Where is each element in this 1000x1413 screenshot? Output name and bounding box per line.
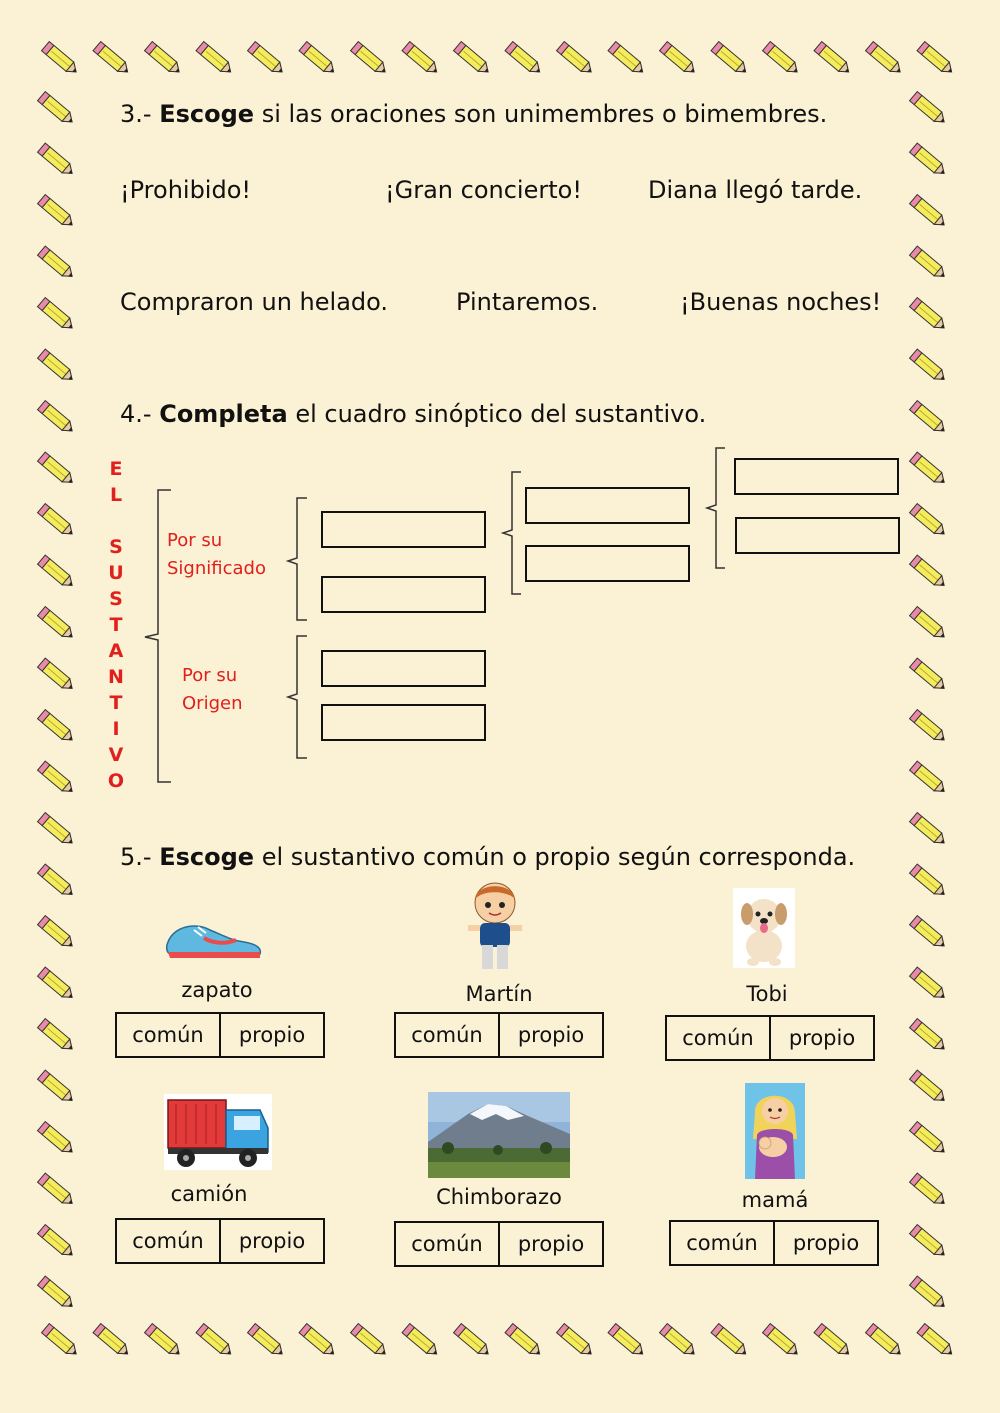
option-comun[interactable]: común [132, 1229, 204, 1253]
title-letter: U [108, 562, 124, 584]
title-letter: I [112, 718, 120, 740]
answer-box[interactable] [321, 576, 486, 613]
sentence-2[interactable]: ¡Gran concierto! [385, 176, 582, 204]
answer-box[interactable] [525, 545, 690, 582]
noun-mama: mamá [741, 1188, 809, 1212]
option-comun[interactable]: común [682, 1026, 754, 1050]
option-propio[interactable]: propio [219, 1220, 323, 1262]
noun-chimborazo: Chimborazo [436, 1185, 562, 1209]
sentence-5[interactable]: Pintaremos. [456, 288, 599, 316]
noun-tobi: Tobi [746, 982, 788, 1006]
mountain-picture [428, 1092, 570, 1178]
title-letter: E [109, 458, 123, 480]
choice-mama [669, 1220, 879, 1266]
answer-box[interactable] [321, 650, 486, 687]
title-letter: V [108, 744, 124, 766]
choice-tobi [665, 1015, 875, 1061]
title-letter: S [109, 588, 123, 610]
section5-heading: 5.- Escoge el sustantivo común o propio según corresponda. [120, 843, 856, 871]
title-letter: O [107, 770, 125, 792]
title-letter: T [109, 692, 123, 714]
sentence-6[interactable]: ¡Buenas noches! [680, 288, 882, 316]
title-letter: S [109, 536, 123, 558]
branch-origen: Por su Origen [182, 665, 243, 714]
option-propio[interactable]: propio [219, 1014, 323, 1056]
title-letter: T [109, 614, 123, 636]
answer-box[interactable] [321, 704, 486, 741]
section3-heading: 3.- Escoge si las oraciones son unimembres o bimembres. [120, 100, 828, 128]
truck-picture [164, 1094, 272, 1170]
option-propio[interactable]: propio [498, 1014, 602, 1056]
option-comun[interactable]: común [132, 1023, 204, 1047]
option-propio[interactable]: propio [498, 1223, 602, 1265]
section4-heading: 4.- Completa el cuadro sinóptico del sustantivo. [120, 400, 707, 428]
title-letter: L [109, 484, 123, 506]
option-propio[interactable]: propio [773, 1222, 877, 1264]
choice-martin [394, 1012, 604, 1058]
choice-chimborazo [394, 1221, 604, 1267]
answer-box[interactable] [735, 517, 900, 554]
boy-picture [462, 877, 528, 975]
choice-camion [115, 1218, 325, 1264]
option-comun[interactable]: común [411, 1023, 483, 1047]
answer-box[interactable] [525, 487, 690, 524]
answer-box[interactable] [734, 458, 899, 495]
mom-picture [745, 1083, 805, 1179]
noun-martin: Martín [465, 982, 533, 1006]
sentence-3[interactable]: Diana llegó tarde. [648, 176, 863, 204]
option-comun[interactable]: común [411, 1232, 483, 1256]
answer-box[interactable] [321, 511, 486, 548]
choice-zapato [115, 1012, 325, 1058]
title-letter: N [108, 666, 124, 688]
noun-zapato: zapato [181, 978, 253, 1002]
shoe-picture [164, 912, 264, 962]
noun-camion: camión [170, 1182, 248, 1206]
branch-significado: Por su Significado [167, 530, 266, 579]
dog-picture [733, 888, 795, 968]
option-propio[interactable]: propio [769, 1017, 873, 1059]
option-comun[interactable]: común [686, 1231, 758, 1255]
sentence-1[interactable]: ¡Prohibido! [120, 176, 252, 204]
sentence-4[interactable]: Compraron un helado. [120, 288, 389, 316]
title-letter: A [108, 640, 124, 662]
